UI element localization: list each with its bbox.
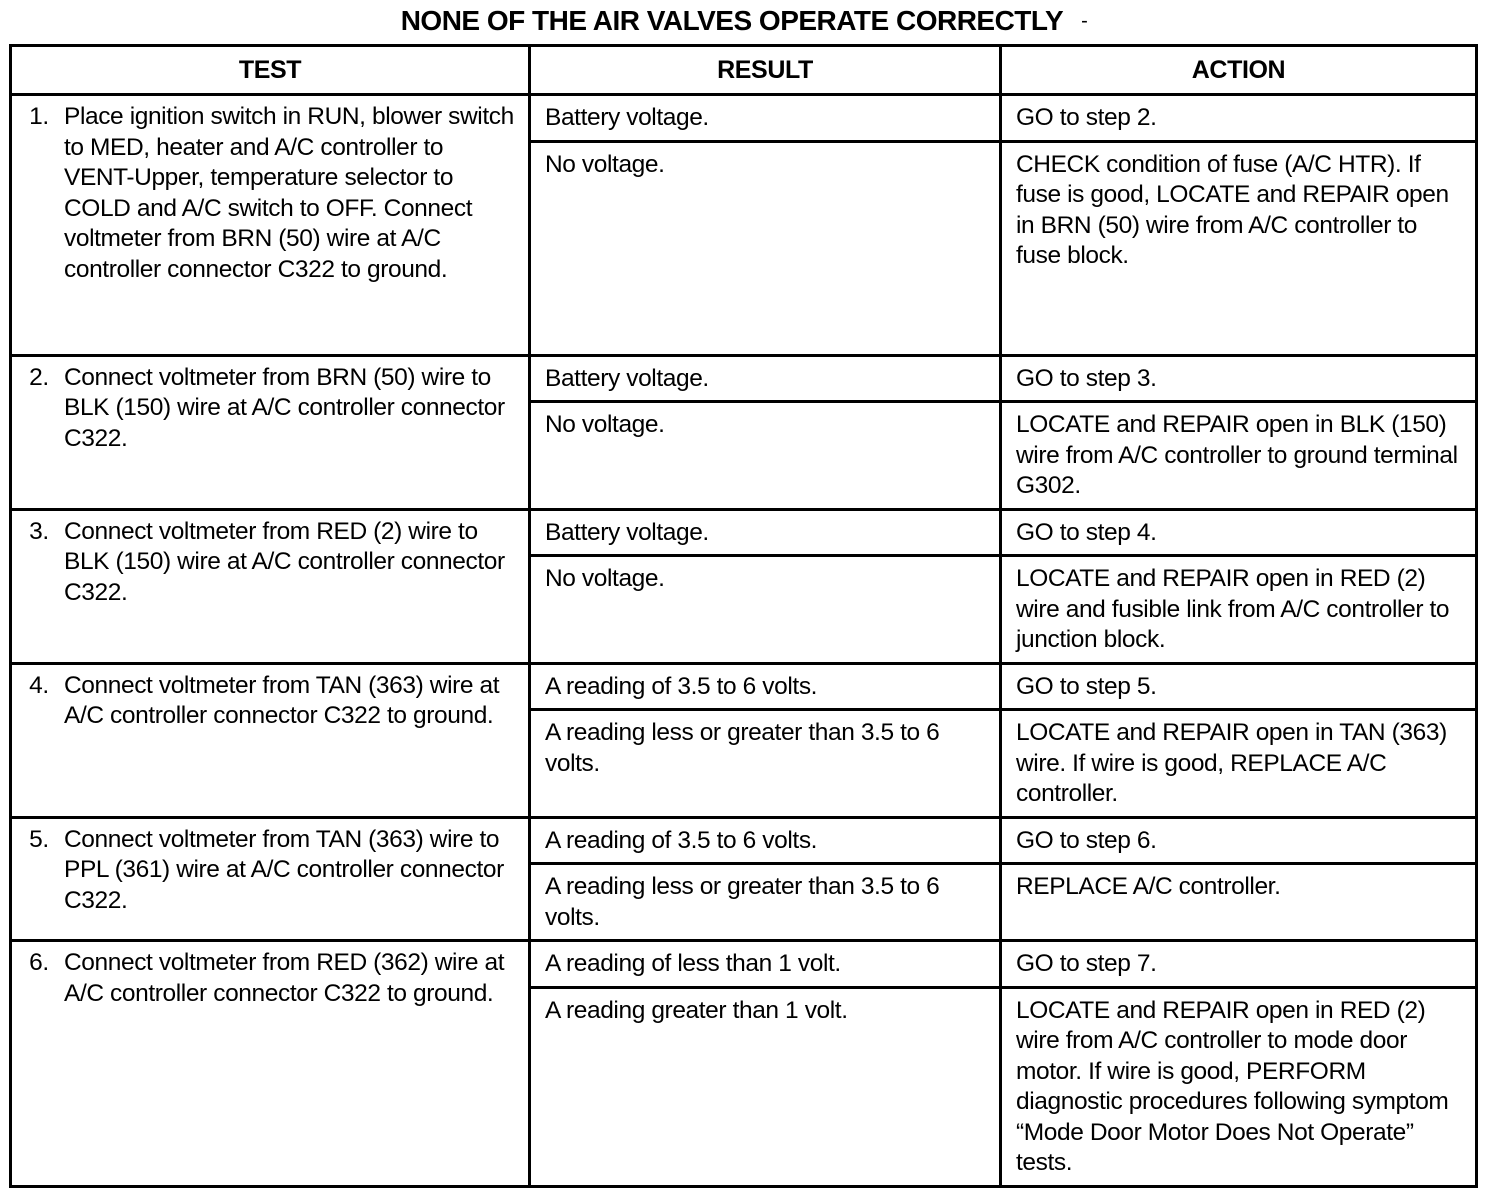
action-cell: GO to step 3. bbox=[1001, 355, 1477, 402]
action-cell: REPLACE A/C controller. bbox=[1001, 864, 1477, 941]
step-number: 6. bbox=[29, 949, 49, 976]
step-number: 5. bbox=[29, 825, 49, 853]
test-text: Place ignition switch in RUN, blower switch to MED, heater and A/C controller to VENT-Upper, temperature selector to COLD and A/C switch to OFF. Connect voltmeter from BRN (50) wire at A/C controller connector C322 to ground. bbox=[64, 103, 514, 283]
step-number: 4. bbox=[29, 671, 49, 699]
diagnostic-table bbox=[9, 44, 1478, 1188]
test-text: Connect voltmeter from RED (2) wire to BLK (150) wire at A/C controller connector C322. bbox=[64, 517, 505, 606]
page-title-text: NONE OF THE AIR VALVES OPERATE CORRECTLY bbox=[400, 5, 1064, 36]
header-test: TEST bbox=[11, 46, 530, 95]
test-cell bbox=[11, 941, 530, 1187]
page-title bbox=[0, 4, 1488, 38]
step-number: 1. bbox=[29, 103, 49, 130]
action-cell: LOCATE and REPAIR open in RED (2) wire from A/C controller to mode door motor. If wire is good, PERFORM diagnostic procedures following symptom “Mode Door Motor Does Not Operate” tests. bbox=[1001, 987, 1477, 1186]
result-cell: A reading less or greater than 3.5 to 6 volts. bbox=[530, 864, 1001, 941]
action-cell: CHECK condition of fuse (A/C HTR). If fuse is good, LOCATE and REPAIR open in BRN (50) wire from A/C controller to fuse block. bbox=[1001, 141, 1477, 355]
test-text: Connect voltmeter from TAN (363) wire to PPL (361) wire at A/C controller connector C322. bbox=[64, 825, 504, 914]
table-row bbox=[11, 509, 1477, 556]
action-cell: GO to step 4. bbox=[1001, 509, 1477, 556]
test-cell bbox=[11, 355, 530, 509]
header-result: RESULT bbox=[530, 46, 1001, 95]
result-cell: A reading greater than 1 volt. bbox=[530, 987, 1001, 1186]
action-cell: LOCATE and REPAIR open in RED (2) wire and fusible link from A/C controller to junction block. bbox=[1001, 556, 1477, 664]
result-cell: A reading less or greater than 3.5 to 6 volts. bbox=[530, 710, 1001, 818]
result-cell: No voltage. bbox=[530, 556, 1001, 664]
table-row bbox=[11, 95, 1477, 142]
result-cell: No voltage. bbox=[530, 141, 1001, 355]
test-cell bbox=[11, 817, 530, 941]
test-text: Connect voltmeter from RED (362) wire at A/C controller connector C322 to ground. bbox=[64, 949, 505, 1007]
test-cell bbox=[11, 663, 530, 817]
test-text: Connect voltmeter from BRN (50) wire to BLK (150) wire at A/C controller connector C322. bbox=[64, 363, 505, 452]
result-cell: No voltage. bbox=[530, 402, 1001, 510]
result-cell: Battery voltage. bbox=[530, 509, 1001, 556]
test-cell bbox=[11, 509, 530, 663]
test-text: Connect voltmeter from TAN (363) wire at A/C controller connector C322 to ground. bbox=[64, 671, 500, 729]
title-mark: - bbox=[1081, 10, 1088, 32]
action-cell: GO to step 5. bbox=[1001, 663, 1477, 710]
action-cell: LOCATE and REPAIR open in BLK (150) wire from A/C controller to ground terminal G302. bbox=[1001, 402, 1477, 510]
result-cell: A reading of 3.5 to 6 volts. bbox=[530, 663, 1001, 710]
result-cell: A reading of less than 1 volt. bbox=[530, 941, 1001, 988]
header-action: ACTION bbox=[1001, 46, 1477, 95]
table-row bbox=[11, 663, 1477, 710]
test-cell bbox=[11, 95, 530, 356]
table-row bbox=[11, 817, 1477, 864]
table-row bbox=[11, 355, 1477, 402]
result-cell: A reading of 3.5 to 6 volts. bbox=[530, 817, 1001, 864]
action-cell: GO to step 6. bbox=[1001, 817, 1477, 864]
result-cell: Battery voltage. bbox=[530, 355, 1001, 402]
action-cell: GO to step 2. bbox=[1001, 95, 1477, 142]
step-number: 2. bbox=[29, 363, 49, 391]
header-row bbox=[11, 46, 1477, 95]
step-number: 3. bbox=[29, 517, 49, 545]
action-cell: LOCATE and REPAIR open in TAN (363) wire. If wire is good, REPLACE A/C controller. bbox=[1001, 710, 1477, 818]
table-row bbox=[11, 941, 1477, 988]
action-cell: GO to step 7. bbox=[1001, 941, 1477, 988]
result-cell: Battery voltage. bbox=[530, 95, 1001, 142]
